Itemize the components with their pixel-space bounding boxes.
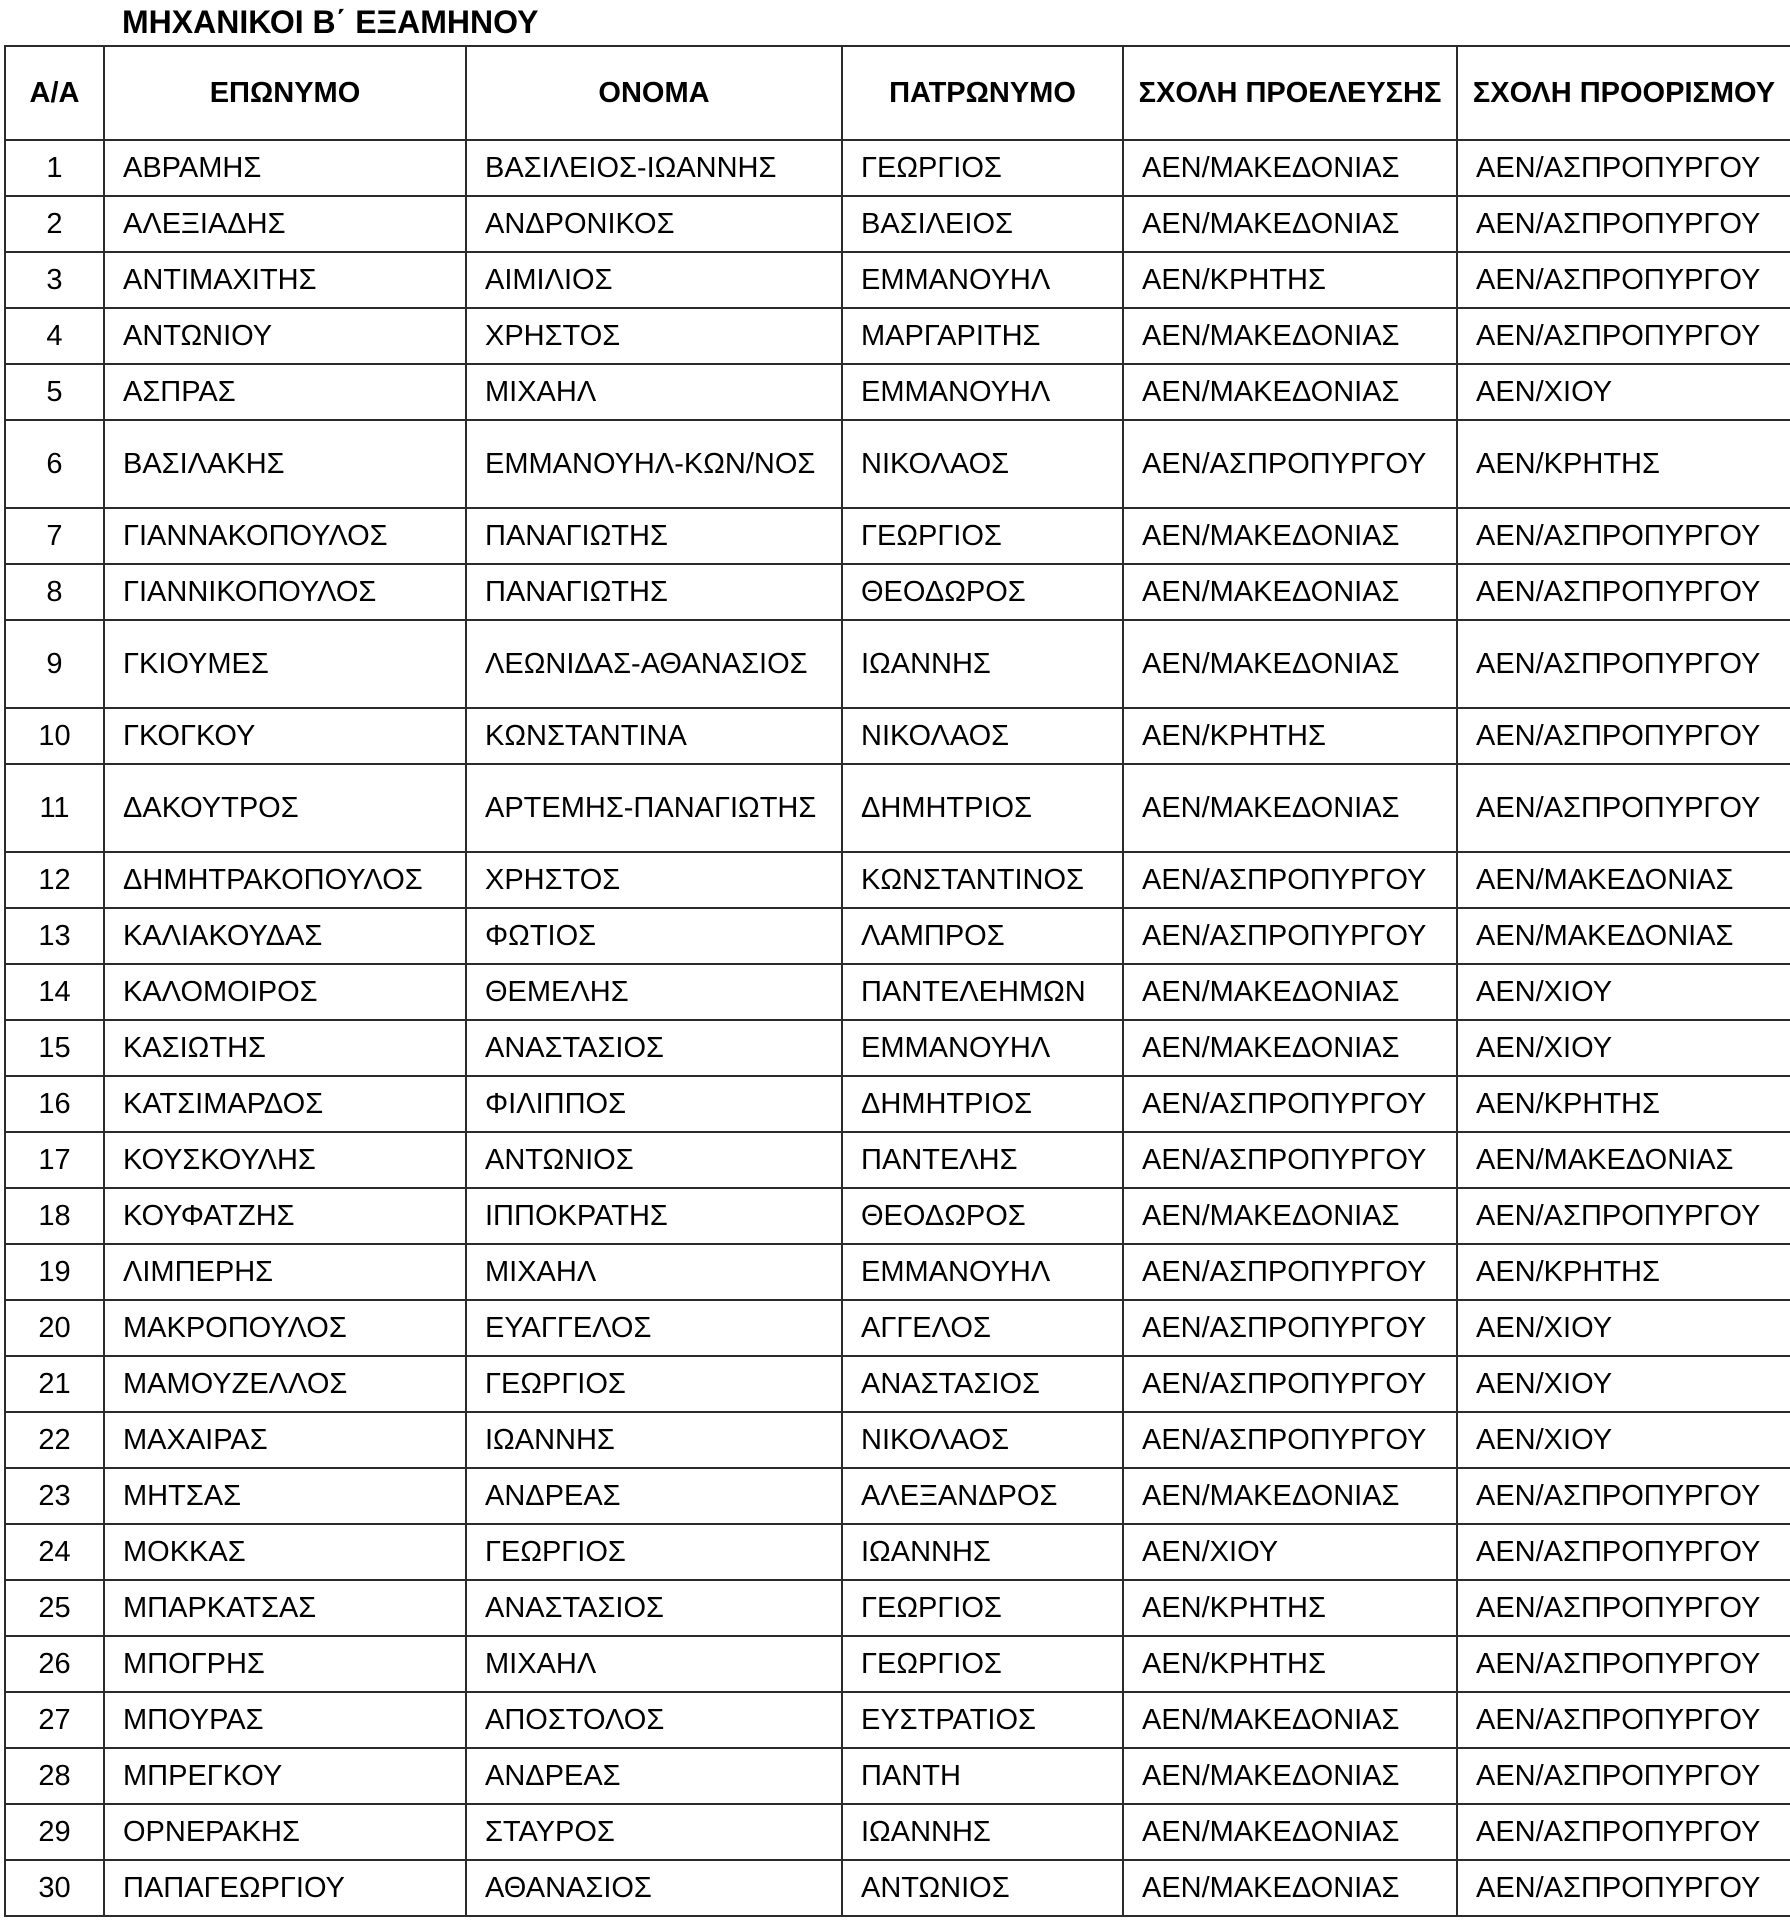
father-name-cell: ΔΗΜΗΤΡΙΟΣ bbox=[842, 764, 1123, 852]
origin-school-cell: ΑΕΝ/ΑΣΠΡΟΠΥΡΓΟΥ bbox=[1123, 1412, 1457, 1468]
table-row bbox=[5, 1020, 1790, 1076]
destination-school-cell: ΑΕΝ/ΚΡΗΤΗΣ bbox=[1457, 420, 1790, 508]
name-cell: ΕΥΑΓΓΕΛΟΣ bbox=[466, 1300, 842, 1356]
father-name-cell: ΑΛΕΞΑΝΔΡΟΣ bbox=[842, 1468, 1123, 1524]
name-cell: ΑΝΤΩΝΙΟΣ bbox=[466, 1132, 842, 1188]
name-cell: ΣΤΑΥΡΟΣ bbox=[466, 1804, 842, 1860]
surname-cell: ΜΑΜΟΥΖΕΛΛΟΣ bbox=[104, 1356, 466, 1412]
name-cell: ΠΑΝΑΓΙΩΤΗΣ bbox=[466, 508, 842, 564]
origin-school-cell: ΑΕΝ/ΜΑΚΕΔΟΝΙΑΣ bbox=[1123, 620, 1457, 708]
table-body bbox=[5, 140, 1790, 1916]
origin-school-cell: ΑΕΝ/ΜΑΚΕΔΟΝΙΑΣ bbox=[1123, 1860, 1457, 1916]
name-cell: ΑΡΤΕΜΗΣ-ΠΑΝΑΓΙΩΤΗΣ bbox=[466, 764, 842, 852]
row-number: 17 bbox=[5, 1132, 104, 1188]
father-name-cell: ΓΕΩΡΓΙΟΣ bbox=[842, 508, 1123, 564]
destination-school-cell: ΑΕΝ/ΑΣΠΡΟΠΥΡΓΟΥ bbox=[1457, 140, 1790, 196]
table-row bbox=[5, 964, 1790, 1020]
father-name-cell: ΛΑΜΠΡΟΣ bbox=[842, 908, 1123, 964]
destination-school-cell: ΑΕΝ/ΧΙΟΥ bbox=[1457, 964, 1790, 1020]
father-name-cell: ΕΜΜΑΝΟΥΗΛ bbox=[842, 1020, 1123, 1076]
table-row bbox=[5, 420, 1790, 508]
row-number: 20 bbox=[5, 1300, 104, 1356]
name-cell: ΓΕΩΡΓΙΟΣ bbox=[466, 1524, 842, 1580]
row-number: 8 bbox=[5, 564, 104, 620]
row-number: 27 bbox=[5, 1692, 104, 1748]
origin-school-cell: ΑΕΝ/ΜΑΚΕΔΟΝΙΑΣ bbox=[1123, 1692, 1457, 1748]
table-row bbox=[5, 1860, 1790, 1916]
origin-school-cell: ΑΕΝ/ΑΣΠΡΟΠΥΡΓΟΥ bbox=[1123, 1300, 1457, 1356]
surname-cell: ΓΚΙΟΥΜΕΣ bbox=[104, 620, 466, 708]
row-number: 12 bbox=[5, 852, 104, 908]
table-row bbox=[5, 1132, 1790, 1188]
row-number: 30 bbox=[5, 1860, 104, 1916]
table-row bbox=[5, 1412, 1790, 1468]
row-number: 3 bbox=[5, 252, 104, 308]
surname-cell: ΜΑΧΑΙΡΑΣ bbox=[104, 1412, 466, 1468]
surname-cell: ΚΑΛΙΑΚΟΥΔΑΣ bbox=[104, 908, 466, 964]
origin-school-cell: ΑΕΝ/ΜΑΚΕΔΟΝΙΑΣ bbox=[1123, 764, 1457, 852]
row-number: 18 bbox=[5, 1188, 104, 1244]
name-cell: ΑΝΑΣΤΑΣΙΟΣ bbox=[466, 1580, 842, 1636]
destination-school-cell: ΑΕΝ/ΑΣΠΡΟΠΥΡΓΟΥ bbox=[1457, 1748, 1790, 1804]
destination-school-cell: ΑΕΝ/ΜΑΚΕΔΟΝΙΑΣ bbox=[1457, 908, 1790, 964]
surname-cell: ΛΙΜΠΕΡΗΣ bbox=[104, 1244, 466, 1300]
destination-school-cell: ΑΕΝ/ΚΡΗΤΗΣ bbox=[1457, 1244, 1790, 1300]
table-row bbox=[5, 196, 1790, 252]
origin-school-cell: ΑΕΝ/ΜΑΚΕΔΟΝΙΑΣ bbox=[1123, 140, 1457, 196]
father-name-cell: ΓΕΩΡΓΙΟΣ bbox=[842, 1636, 1123, 1692]
destination-school-cell: ΑΕΝ/ΑΣΠΡΟΠΥΡΓΟΥ bbox=[1457, 1804, 1790, 1860]
origin-school-cell: ΑΕΝ/ΚΡΗΤΗΣ bbox=[1123, 1636, 1457, 1692]
father-name-cell: ΝΙΚΟΛΑΟΣ bbox=[842, 708, 1123, 764]
surname-cell: ΜΠΡΕΓΚΟΥ bbox=[104, 1748, 466, 1804]
surname-cell: ΜΠΟΓΡΗΣ bbox=[104, 1636, 466, 1692]
header-surname: ΕΠΩΝΥΜΟ bbox=[104, 46, 466, 140]
table-row bbox=[5, 1300, 1790, 1356]
origin-school-cell: ΑΕΝ/ΜΑΚΕΔΟΝΙΑΣ bbox=[1123, 1748, 1457, 1804]
destination-school-cell: ΑΕΝ/ΑΣΠΡΟΠΥΡΓΟΥ bbox=[1457, 308, 1790, 364]
name-cell: ΘΕΜΕΛΗΣ bbox=[466, 964, 842, 1020]
name-cell: ΒΑΣΙΛΕΙΟΣ-ΙΩΑΝΝΗΣ bbox=[466, 140, 842, 196]
origin-school-cell: ΑΕΝ/ΜΑΚΕΔΟΝΙΑΣ bbox=[1123, 196, 1457, 252]
name-cell: ΙΠΠΟΚΡΑΤΗΣ bbox=[466, 1188, 842, 1244]
origin-school-cell: ΑΕΝ/ΑΣΠΡΟΠΥΡΓΟΥ bbox=[1123, 908, 1457, 964]
row-number: 10 bbox=[5, 708, 104, 764]
surname-cell: ΑΝΤΩΝΙΟΥ bbox=[104, 308, 466, 364]
origin-school-cell: ΑΕΝ/ΜΑΚΕΔΟΝΙΑΣ bbox=[1123, 364, 1457, 420]
header-name: ΟΝΟΜΑ bbox=[466, 46, 842, 140]
surname-cell: ΚΑΛΟΜΟΙΡΟΣ bbox=[104, 964, 466, 1020]
surname-cell: ΒΑΣΙΛΑΚΗΣ bbox=[104, 420, 466, 508]
name-cell: ΑΝΔΡΟΝΙΚΟΣ bbox=[466, 196, 842, 252]
name-cell: ΑΝΔΡΕΑΣ bbox=[466, 1468, 842, 1524]
father-name-cell: ΕΜΜΑΝΟΥΗΛ bbox=[842, 364, 1123, 420]
name-cell: ΑΙΜΙΛΙΟΣ bbox=[466, 252, 842, 308]
father-name-cell: ΠΑΝΤΕΛΗΣ bbox=[842, 1132, 1123, 1188]
row-number: 5 bbox=[5, 364, 104, 420]
table-row bbox=[5, 1524, 1790, 1580]
table-row bbox=[5, 364, 1790, 420]
name-cell: ΑΠΟΣΤΟΛΟΣ bbox=[466, 1692, 842, 1748]
page-title: ΜΗΧΑΝΙΚΟΙ Β΄ ΕΞΑΜΗΝΟΥ bbox=[122, 4, 539, 40]
destination-school-cell: ΑΕΝ/ΑΣΠΡΟΠΥΡΓΟΥ bbox=[1457, 508, 1790, 564]
surname-cell: ΜΗΤΣΑΣ bbox=[104, 1468, 466, 1524]
row-number: 28 bbox=[5, 1748, 104, 1804]
origin-school-cell: ΑΕΝ/ΑΣΠΡΟΠΥΡΓΟΥ bbox=[1123, 1076, 1457, 1132]
row-number: 2 bbox=[5, 196, 104, 252]
origin-school-cell: ΑΕΝ/ΚΡΗΤΗΣ bbox=[1123, 252, 1457, 308]
destination-school-cell: ΑΕΝ/ΧΙΟΥ bbox=[1457, 1300, 1790, 1356]
row-number: 23 bbox=[5, 1468, 104, 1524]
origin-school-cell: ΑΕΝ/ΜΑΚΕΔΟΝΙΑΣ bbox=[1123, 964, 1457, 1020]
name-cell: ΦΙΛΙΠΠΟΣ bbox=[466, 1076, 842, 1132]
father-name-cell: ΕΜΜΑΝΟΥΗΛ bbox=[842, 1244, 1123, 1300]
father-name-cell: ΓΕΩΡΓΙΟΣ bbox=[842, 140, 1123, 196]
table-row bbox=[5, 140, 1790, 196]
surname-cell: ΑΝΤΙΜΑΧΙΤΗΣ bbox=[104, 252, 466, 308]
father-name-cell: ΙΩΑΝΝΗΣ bbox=[842, 1804, 1123, 1860]
name-cell: ΧΡΗΣΤΟΣ bbox=[466, 852, 842, 908]
surname-cell: ΜΑΚΡΟΠΟΥΛΟΣ bbox=[104, 1300, 466, 1356]
name-cell: ΚΩΝΣΤΑΝΤΙΝΑ bbox=[466, 708, 842, 764]
surname-cell: ΔΗΜΗΤΡΑΚΟΠΟΥΛΟΣ bbox=[104, 852, 466, 908]
surname-cell: ΚΑΣΙΩΤΗΣ bbox=[104, 1020, 466, 1076]
table-row bbox=[5, 1636, 1790, 1692]
origin-school-cell: ΑΕΝ/ΜΑΚΕΔΟΝΙΑΣ bbox=[1123, 1468, 1457, 1524]
surname-cell: ΓΙΑΝΝΑΚΟΠΟΥΛΟΣ bbox=[104, 508, 466, 564]
father-name-cell: ΑΓΓΕΛΟΣ bbox=[842, 1300, 1123, 1356]
destination-school-cell: ΑΕΝ/ΑΣΠΡΟΠΥΡΓΟΥ bbox=[1457, 1692, 1790, 1748]
father-name-cell: ΑΝΤΩΝΙΟΣ bbox=[842, 1860, 1123, 1916]
destination-school-cell: ΑΕΝ/ΑΣΠΡΟΠΥΡΓΟΥ bbox=[1457, 764, 1790, 852]
origin-school-cell: ΑΕΝ/ΜΑΚΕΔΟΝΙΑΣ bbox=[1123, 1020, 1457, 1076]
destination-school-cell: ΑΕΝ/ΑΣΠΡΟΠΥΡΓΟΥ bbox=[1457, 564, 1790, 620]
origin-school-cell: ΑΕΝ/ΑΣΠΡΟΠΥΡΓΟΥ bbox=[1123, 1244, 1457, 1300]
header-father-name: ΠΑΤΡΩΝΥΜΟ bbox=[842, 46, 1123, 140]
table-row bbox=[5, 1188, 1790, 1244]
origin-school-cell: ΑΕΝ/ΑΣΠΡΟΠΥΡΓΟΥ bbox=[1123, 420, 1457, 508]
origin-school-cell: ΑΕΝ/ΜΑΚΕΔΟΝΙΑΣ bbox=[1123, 1804, 1457, 1860]
destination-school-cell: ΑΕΝ/ΧΙΟΥ bbox=[1457, 1020, 1790, 1076]
father-name-cell: ΑΝΑΣΤΑΣΙΟΣ bbox=[842, 1356, 1123, 1412]
name-cell: ΜΙΧΑΗΛ bbox=[466, 1244, 842, 1300]
name-cell: ΑΝΔΡΕΑΣ bbox=[466, 1748, 842, 1804]
father-name-cell: ΙΩΑΝΝΗΣ bbox=[842, 1524, 1123, 1580]
name-cell: ΜΙΧΑΗΛ bbox=[466, 1636, 842, 1692]
table-row bbox=[5, 1804, 1790, 1860]
father-name-cell: ΜΑΡΓΑΡΙΤΗΣ bbox=[842, 308, 1123, 364]
destination-school-cell: ΑΕΝ/ΑΣΠΡΟΠΥΡΓΟΥ bbox=[1457, 1580, 1790, 1636]
origin-school-cell: ΑΕΝ/ΜΑΚΕΔΟΝΙΑΣ bbox=[1123, 1188, 1457, 1244]
row-number: 9 bbox=[5, 620, 104, 708]
name-cell: ΓΕΩΡΓΙΟΣ bbox=[466, 1356, 842, 1412]
father-name-cell: ΘΕΟΔΩΡΟΣ bbox=[842, 1188, 1123, 1244]
father-name-cell: ΒΑΣΙΛΕΙΟΣ bbox=[842, 196, 1123, 252]
name-cell: ΠΑΝΑΓΙΩΤΗΣ bbox=[466, 564, 842, 620]
name-cell: ΕΜΜΑΝΟΥΗΛ-ΚΩΝ/ΝΟΣ bbox=[466, 420, 842, 508]
row-number: 13 bbox=[5, 908, 104, 964]
table-row bbox=[5, 1244, 1790, 1300]
surname-cell: ΟΡΝΕΡΑΚΗΣ bbox=[104, 1804, 466, 1860]
surname-cell: ΓΙΑΝΝΙΚΟΠΟΥΛΟΣ bbox=[104, 564, 466, 620]
table-row bbox=[5, 852, 1790, 908]
table-row bbox=[5, 764, 1790, 852]
father-name-cell: ΝΙΚΟΛΑΟΣ bbox=[842, 420, 1123, 508]
destination-school-cell: ΑΕΝ/ΧΙΟΥ bbox=[1457, 364, 1790, 420]
row-number: 1 bbox=[5, 140, 104, 196]
origin-school-cell: ΑΕΝ/ΚΡΗΤΗΣ bbox=[1123, 708, 1457, 764]
table-row bbox=[5, 252, 1790, 308]
name-cell: ΧΡΗΣΤΟΣ bbox=[466, 308, 842, 364]
surname-cell: ΔΑΚΟΥΤΡΟΣ bbox=[104, 764, 466, 852]
row-number: 4 bbox=[5, 308, 104, 364]
header-destination-school: ΣΧΟΛΗ ΠΡΟΟΡΙΣΜΟΥ bbox=[1457, 46, 1790, 140]
father-name-cell: ΚΩΝΣΤΑΝΤΙΝΟΣ bbox=[842, 852, 1123, 908]
table-row bbox=[5, 1580, 1790, 1636]
origin-school-cell: ΑΕΝ/ΧΙΟΥ bbox=[1123, 1524, 1457, 1580]
table-header-row bbox=[5, 46, 1790, 140]
row-number: 6 bbox=[5, 420, 104, 508]
father-name-cell: ΙΩΑΝΝΗΣ bbox=[842, 620, 1123, 708]
origin-school-cell: ΑΕΝ/ΑΣΠΡΟΠΥΡΓΟΥ bbox=[1123, 852, 1457, 908]
destination-school-cell: ΑΕΝ/ΑΣΠΡΟΠΥΡΓΟΥ bbox=[1457, 1468, 1790, 1524]
table-row bbox=[5, 708, 1790, 764]
table-row bbox=[5, 1692, 1790, 1748]
father-name-cell: ΕΜΜΑΝΟΥΗΛ bbox=[842, 252, 1123, 308]
surname-cell: ΠΑΠΑΓΕΩΡΓΙΟΥ bbox=[104, 1860, 466, 1916]
father-name-cell: ΠΑΝΤΕΛΕΗΜΩΝ bbox=[842, 964, 1123, 1020]
destination-school-cell: ΑΕΝ/ΑΣΠΡΟΠΥΡΓΟΥ bbox=[1457, 708, 1790, 764]
row-number: 15 bbox=[5, 1020, 104, 1076]
destination-school-cell: ΑΕΝ/ΜΑΚΕΔΟΝΙΑΣ bbox=[1457, 852, 1790, 908]
surname-cell: ΜΟΚΚΑΣ bbox=[104, 1524, 466, 1580]
students-table bbox=[4, 45, 1790, 1917]
origin-school-cell: ΑΕΝ/ΜΑΚΕΔΟΝΙΑΣ bbox=[1123, 508, 1457, 564]
destination-school-cell: ΑΕΝ/ΑΣΠΡΟΠΥΡΓΟΥ bbox=[1457, 1188, 1790, 1244]
row-number: 14 bbox=[5, 964, 104, 1020]
surname-cell: ΚΟΥΣΚΟΥΛΗΣ bbox=[104, 1132, 466, 1188]
row-number: 26 bbox=[5, 1636, 104, 1692]
row-number: 11 bbox=[5, 764, 104, 852]
father-name-cell: ΘΕΟΔΩΡΟΣ bbox=[842, 564, 1123, 620]
row-number: 22 bbox=[5, 1412, 104, 1468]
destination-school-cell: ΑΕΝ/ΑΣΠΡΟΠΥΡΓΟΥ bbox=[1457, 196, 1790, 252]
origin-school-cell: ΑΕΝ/ΚΡΗΤΗΣ bbox=[1123, 1580, 1457, 1636]
father-name-cell: ΓΕΩΡΓΙΟΣ bbox=[842, 1580, 1123, 1636]
destination-school-cell: ΑΕΝ/ΑΣΠΡΟΠΥΡΓΟΥ bbox=[1457, 252, 1790, 308]
origin-school-cell: ΑΕΝ/ΜΑΚΕΔΟΝΙΑΣ bbox=[1123, 308, 1457, 364]
surname-cell: ΜΠΟΥΡΑΣ bbox=[104, 1692, 466, 1748]
name-cell: ΦΩΤΙΟΣ bbox=[466, 908, 842, 964]
destination-school-cell: ΑΕΝ/ΚΡΗΤΗΣ bbox=[1457, 1076, 1790, 1132]
father-name-cell: ΔΗΜΗΤΡΙΟΣ bbox=[842, 1076, 1123, 1132]
origin-school-cell: ΑΕΝ/ΑΣΠΡΟΠΥΡΓΟΥ bbox=[1123, 1356, 1457, 1412]
destination-school-cell: ΑΕΝ/ΑΣΠΡΟΠΥΡΓΟΥ bbox=[1457, 1636, 1790, 1692]
destination-school-cell: ΑΕΝ/ΜΑΚΕΔΟΝΙΑΣ bbox=[1457, 1132, 1790, 1188]
origin-school-cell: ΑΕΝ/ΜΑΚΕΔΟΝΙΑΣ bbox=[1123, 564, 1457, 620]
table-row bbox=[5, 1076, 1790, 1132]
surname-cell: ΑΛΕΞΙΑΔΗΣ bbox=[104, 196, 466, 252]
table-row bbox=[5, 1748, 1790, 1804]
destination-school-cell: ΑΕΝ/ΑΣΠΡΟΠΥΡΓΟΥ bbox=[1457, 1524, 1790, 1580]
table-row bbox=[5, 508, 1790, 564]
destination-school-cell: ΑΕΝ/ΧΙΟΥ bbox=[1457, 1412, 1790, 1468]
table-row bbox=[5, 308, 1790, 364]
name-cell: ΙΩΑΝΝΗΣ bbox=[466, 1412, 842, 1468]
surname-cell: ΜΠΑΡΚΑΤΣΑΣ bbox=[104, 1580, 466, 1636]
table-row bbox=[5, 1468, 1790, 1524]
destination-school-cell: ΑΕΝ/ΑΣΠΡΟΠΥΡΓΟΥ bbox=[1457, 1860, 1790, 1916]
table-row bbox=[5, 620, 1790, 708]
table-row bbox=[5, 1356, 1790, 1412]
name-cell: ΛΕΩΝΙΔΑΣ-ΑΘΑΝΑΣΙΟΣ bbox=[466, 620, 842, 708]
row-number: 19 bbox=[5, 1244, 104, 1300]
origin-school-cell: ΑΕΝ/ΑΣΠΡΟΠΥΡΓΟΥ bbox=[1123, 1132, 1457, 1188]
father-name-cell: ΠΑΝΤΗ bbox=[842, 1748, 1123, 1804]
surname-cell: ΓΚΟΓΚΟΥ bbox=[104, 708, 466, 764]
header-aa: Α/Α bbox=[5, 46, 104, 140]
row-number: 16 bbox=[5, 1076, 104, 1132]
surname-cell: ΑΒΡΑΜΗΣ bbox=[104, 140, 466, 196]
name-cell: ΑΝΑΣΤΑΣΙΟΣ bbox=[466, 1020, 842, 1076]
name-cell: ΑΘΑΝΑΣΙΟΣ bbox=[466, 1860, 842, 1916]
row-number: 25 bbox=[5, 1580, 104, 1636]
row-number: 24 bbox=[5, 1524, 104, 1580]
surname-cell: ΑΣΠΡΑΣ bbox=[104, 364, 466, 420]
destination-school-cell: ΑΕΝ/ΧΙΟΥ bbox=[1457, 1356, 1790, 1412]
table-row bbox=[5, 564, 1790, 620]
row-number: 7 bbox=[5, 508, 104, 564]
row-number: 29 bbox=[5, 1804, 104, 1860]
father-name-cell: ΝΙΚΟΛΑΟΣ bbox=[842, 1412, 1123, 1468]
header-origin-school: ΣΧΟΛΗ ΠΡΟΕΛΕΥΣΗΣ bbox=[1123, 46, 1457, 140]
table-row bbox=[5, 908, 1790, 964]
name-cell: ΜΙΧΑΗΛ bbox=[466, 364, 842, 420]
surname-cell: ΚΟΥΦΑΤΖΗΣ bbox=[104, 1188, 466, 1244]
father-name-cell: ΕΥΣΤΡΑΤΙΟΣ bbox=[842, 1692, 1123, 1748]
surname-cell: ΚΑΤΣΙΜΑΡΔΟΣ bbox=[104, 1076, 466, 1132]
destination-school-cell: ΑΕΝ/ΑΣΠΡΟΠΥΡΓΟΥ bbox=[1457, 620, 1790, 708]
row-number: 21 bbox=[5, 1356, 104, 1412]
